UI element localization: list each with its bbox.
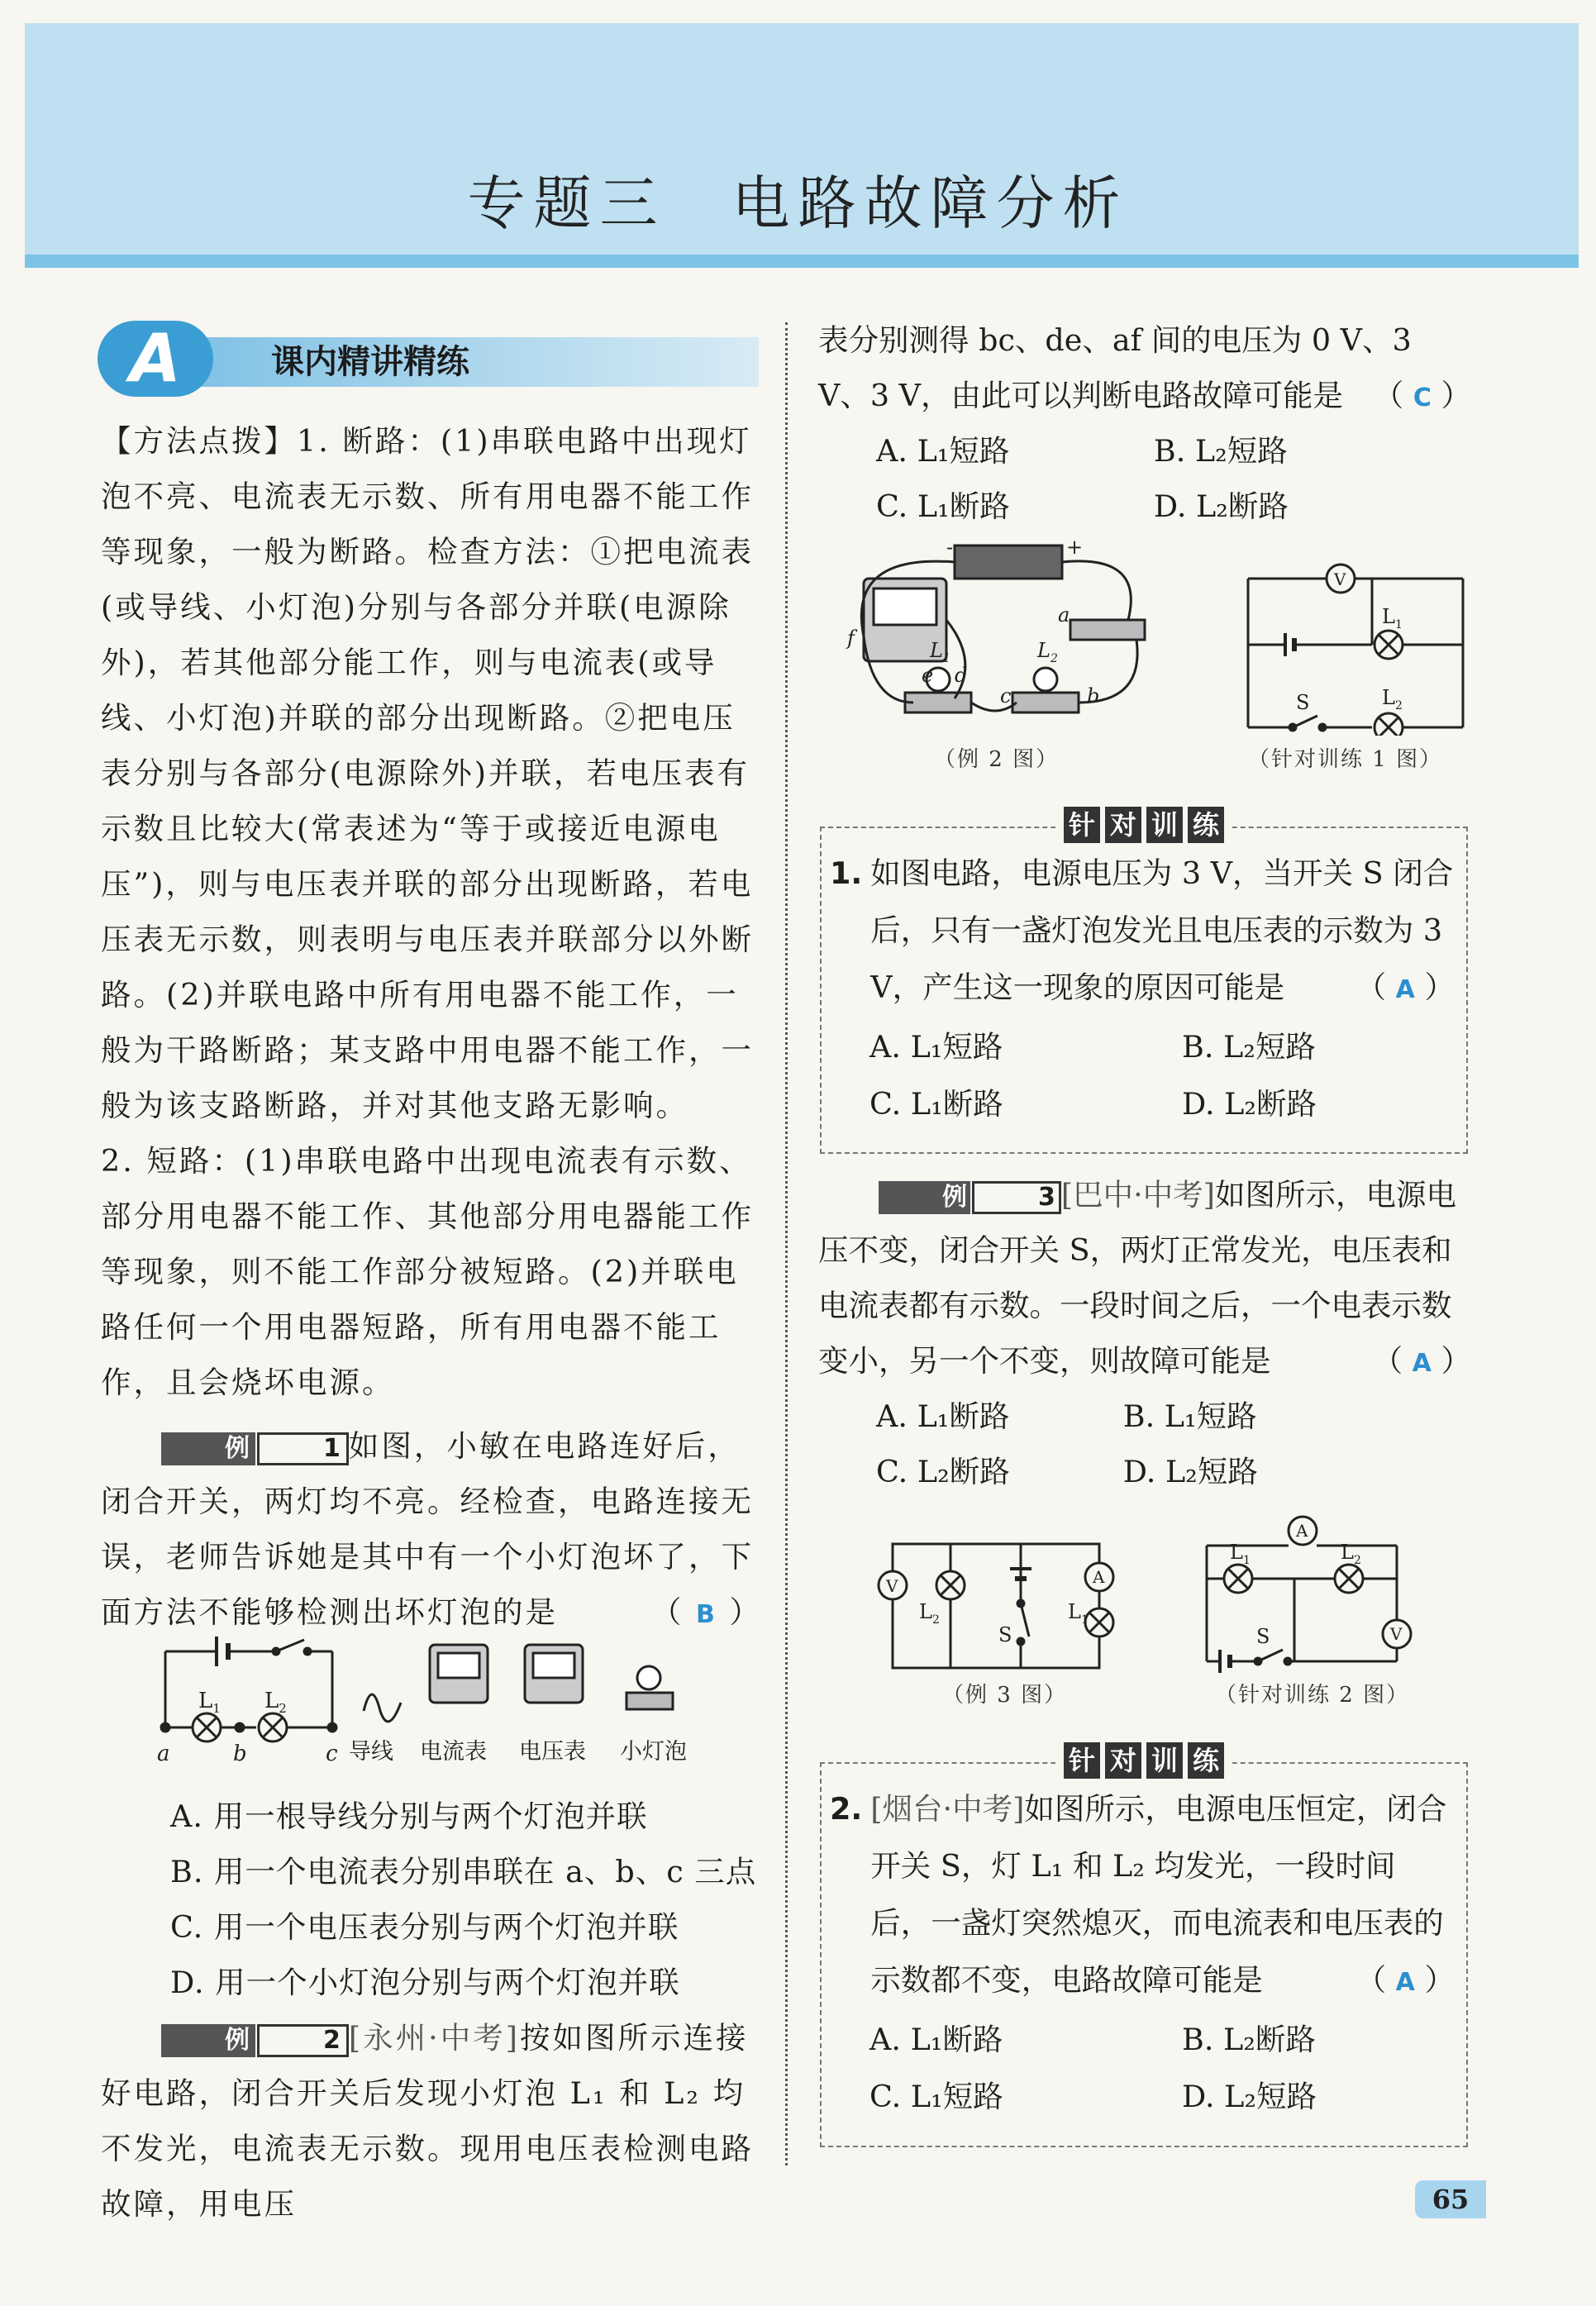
section-title: 课内精讲精练	[271, 343, 469, 381]
answer-1: B	[696, 1600, 717, 1629]
option-b: B. L₂断路	[1182, 2022, 1316, 2057]
example-3-caption: （例 3 图）	[942, 1683, 1068, 1708]
option-b: B. L₂短路	[1153, 433, 1288, 469]
left-column	[101, 413, 762, 2232]
label-c: c	[326, 1741, 338, 1766]
training-1-text: 如图电路，电源电压为 3 V，当开关 S 闭合后，只有一盏灯泡发光且电压表的示数为 3 V，产生这一现象的原因可能是 （ A ）	[870, 855, 1455, 1005]
label-l1: $L_1$	[930, 639, 950, 665]
label-s: S	[1296, 691, 1310, 714]
method-tips-2: 2. 短路：(1)串联电路中出现电流表有示数、部分用电器不能工作、其他部分用电器能工作等现象，则不能工作部分被短路。(2)并联电路任何一个用电器短路，所有用电器不能工作，且会烧坏电源。	[101, 1143, 754, 1400]
example-2-text-left: 按如图所示连接好电路，闭合开关后发现小灯泡 L₁ 和 L₂ 均不发光，电流表无示数。现用电压表检测电路故障，用电压	[101, 2020, 754, 2222]
option-a: A. 用一根导线分别与两个灯泡并联	[170, 1799, 648, 1834]
voltmeter-v: V	[1390, 1624, 1403, 1644]
answer-bracket: （ C ）	[1373, 378, 1471, 413]
question-number: 1.	[830, 855, 863, 891]
training-box-2	[820, 1745, 1468, 2147]
example-2-continued	[818, 312, 1471, 534]
example-number: 2	[257, 2024, 349, 2057]
label-a: a	[1058, 603, 1070, 627]
example-3	[818, 1167, 1471, 1499]
option-d: D. L₂断路	[1182, 1086, 1317, 1122]
voltmeter-v: V	[1334, 569, 1346, 589]
ammeter-a: A	[1296, 1521, 1308, 1541]
option-b: B. L₁短路	[1122, 1398, 1257, 1434]
option-d: D. L₂断路	[1153, 488, 1289, 524]
example-label: 例	[879, 1181, 970, 1214]
series-circuit-diagram	[161, 1637, 336, 1741]
label-l2: $L_2$	[1341, 1541, 1361, 1567]
example-2-source: [永州·中考]	[348, 2020, 520, 2056]
label-b: b	[1087, 684, 1100, 708]
tools-illustration	[364, 1645, 673, 1722]
example-number: 3	[972, 1181, 1061, 1214]
example-1-figure	[157, 1628, 736, 1769]
option-c: C. L₁断路	[876, 488, 1010, 524]
method-tips-1: 【方法点拨】1. 断路：(1)串联电路中出现灯泡不亮、电流表无示数、所有用电器不能工作等现象，一般为断路。检查方法：①把电流表(或导线、小灯泡)分别与各部分并联(电源除外)，若其他部分能工作，则与电流表(或导线、小灯泡)并联的部分出现断路。②把电压表分别与各部分(电源除外)并联，若电压表有示数且比较大(常表述为“等于或接近电源电压”)，则与电压表并联的部分出现断路，若电压表无示数，则表明与电压表并联部分以外断路。(2)并联电路中所有用电器不能工作，一般为干路断路；某支路中用电器不能工作，一般为该支路断路，并对其他支路无影响。	[101, 423, 754, 1123]
column-divider	[785, 322, 788, 2165]
label-b: b	[233, 1741, 247, 1766]
training-1-content	[830, 845, 1455, 1132]
label-l1: $L_1$	[1382, 605, 1403, 631]
option-d: D. 用一个小灯泡分别与两个灯泡并联	[170, 1965, 680, 2000]
option-c: C. L₁短路	[869, 2079, 1003, 2114]
tool-bulb: 小灯泡	[620, 1739, 687, 1765]
example-2-figure	[831, 537, 1178, 736]
option-c: C. L₂断路	[876, 1454, 1010, 1489]
example-3-figure	[868, 1536, 1124, 1676]
answer-t1: A	[1395, 975, 1415, 1004]
example-1-options	[101, 1789, 762, 2010]
example-2-options	[818, 423, 1374, 534]
training-1-options	[830, 1018, 1455, 1132]
option-a: A. L₁断路	[876, 1398, 1010, 1434]
answer-3: A	[1412, 1349, 1432, 1378]
voltmeter-v: V	[886, 1576, 898, 1596]
example-3-question	[818, 1167, 1471, 1389]
example-1-text: 如图，小敏在电路连好后，闭合开关，两灯均不亮。经检查，电路连接无误，老师告诉她是其中有一个小灯泡坏了，下面方法不能够检测出坏灯泡的是	[101, 1428, 754, 1630]
example-2-question	[101, 2010, 762, 2232]
label-l2: $L_2$	[1382, 686, 1403, 712]
training-2-figure	[1198, 1513, 1422, 1678]
answer-t2: A	[1395, 1968, 1415, 1997]
training-2-options	[830, 2011, 1455, 2125]
option-d: D. L₂短路	[1182, 2079, 1317, 2114]
training-1-figure	[1240, 562, 1479, 736]
example-label: 例	[161, 1432, 255, 1465]
label-l1: $L_1$	[1230, 1541, 1251, 1567]
option-c: C. L₁断路	[869, 1086, 1003, 1122]
label-l1: $L_1$	[1068, 1600, 1089, 1627]
example-2-text-right: 表分别测得 bc、de、af 间的电压为 0 V、3 V、3 V，由此可以判断电路故障可能是 （ C ）	[818, 312, 1471, 423]
option-a: A. L₁断路	[869, 2022, 1003, 2057]
label-minus: -	[946, 537, 954, 559]
option-d: D. L₂短路	[1122, 1454, 1258, 1489]
training-title: 针 对 训 练	[1055, 807, 1232, 843]
option-a: A. L₁短路	[869, 1029, 1003, 1065]
section-letter: A	[98, 321, 213, 397]
tool-voltmeter: 电压表	[519, 1739, 586, 1765]
label-plus: +	[1066, 537, 1084, 559]
label-a: a	[157, 1741, 170, 1766]
example-3-text: 如图所示，电源电压不变，闭合开关 S，两灯正常发光，电压表和电流表都有示数。一段时间之后，一个电表示数变小，另一个不变，则故障可能是	[818, 1177, 1456, 1379]
label-l2: $L_2$	[1037, 639, 1058, 665]
label-d: d	[955, 664, 968, 687]
example-2-caption: （例 2 图）	[934, 747, 1060, 772]
label-s: S	[998, 1623, 1012, 1646]
label-s: S	[1256, 1625, 1270, 1648]
training-2-content	[830, 1780, 1455, 2125]
training-2-caption: （针对训练 2 图）	[1215, 1683, 1410, 1708]
label-c: c	[1000, 684, 1012, 708]
answer-bracket: （ A ）	[1372, 1343, 1471, 1379]
page-number: 65	[1415, 2180, 1486, 2218]
training-title: 针 对 训 练	[1055, 1742, 1232, 1779]
label-f: f	[847, 627, 855, 650]
training-2-text: [烟台·中考]如图所示，电源电压恒定，闭合开关 S，灯 L₁ 和 L₂ 均发光，一段时间后，一盏灯突然熄灭，而电流表和电压表的示数都不变，电路故障可能是 （ A ）	[870, 1791, 1455, 1998]
training-box-1	[820, 809, 1468, 1154]
option-b: B. L₂短路	[1182, 1029, 1316, 1065]
example-label: 例	[161, 2024, 255, 2057]
label-l2: $L_2$	[919, 1600, 940, 1627]
example-3-options	[818, 1389, 1313, 1499]
training-1-caption: （针对训练 1 图）	[1248, 747, 1443, 772]
ammeter-a: A	[1093, 1567, 1105, 1587]
answer-2: C	[1413, 384, 1432, 412]
label-l2: $L_2$	[264, 1689, 287, 1716]
example-3-source: [巴中·中考]	[1060, 1177, 1215, 1213]
label-e: e	[922, 664, 934, 687]
header-underline	[25, 255, 1579, 268]
example-1-question	[101, 1418, 762, 1640]
option-a: A. L₁短路	[876, 433, 1010, 469]
tool-ammeter: 电流表	[420, 1739, 487, 1765]
page-title: 专题三 电路故障分析	[467, 169, 1129, 237]
tool-wire: 导线	[349, 1739, 393, 1765]
section-a-heading	[98, 321, 759, 397]
question-number: 2.	[830, 1791, 863, 1827]
label-l1: $L_1$	[198, 1689, 221, 1716]
example-number: 1	[257, 1432, 349, 1465]
answer-bracket: （ B ）	[650, 1594, 762, 1630]
option-c: C. 用一个电压表分别与两个灯泡并联	[170, 1909, 679, 1945]
option-b: B. 用一个电流表分别串联在 a、b、c 三点	[170, 1854, 757, 1889]
